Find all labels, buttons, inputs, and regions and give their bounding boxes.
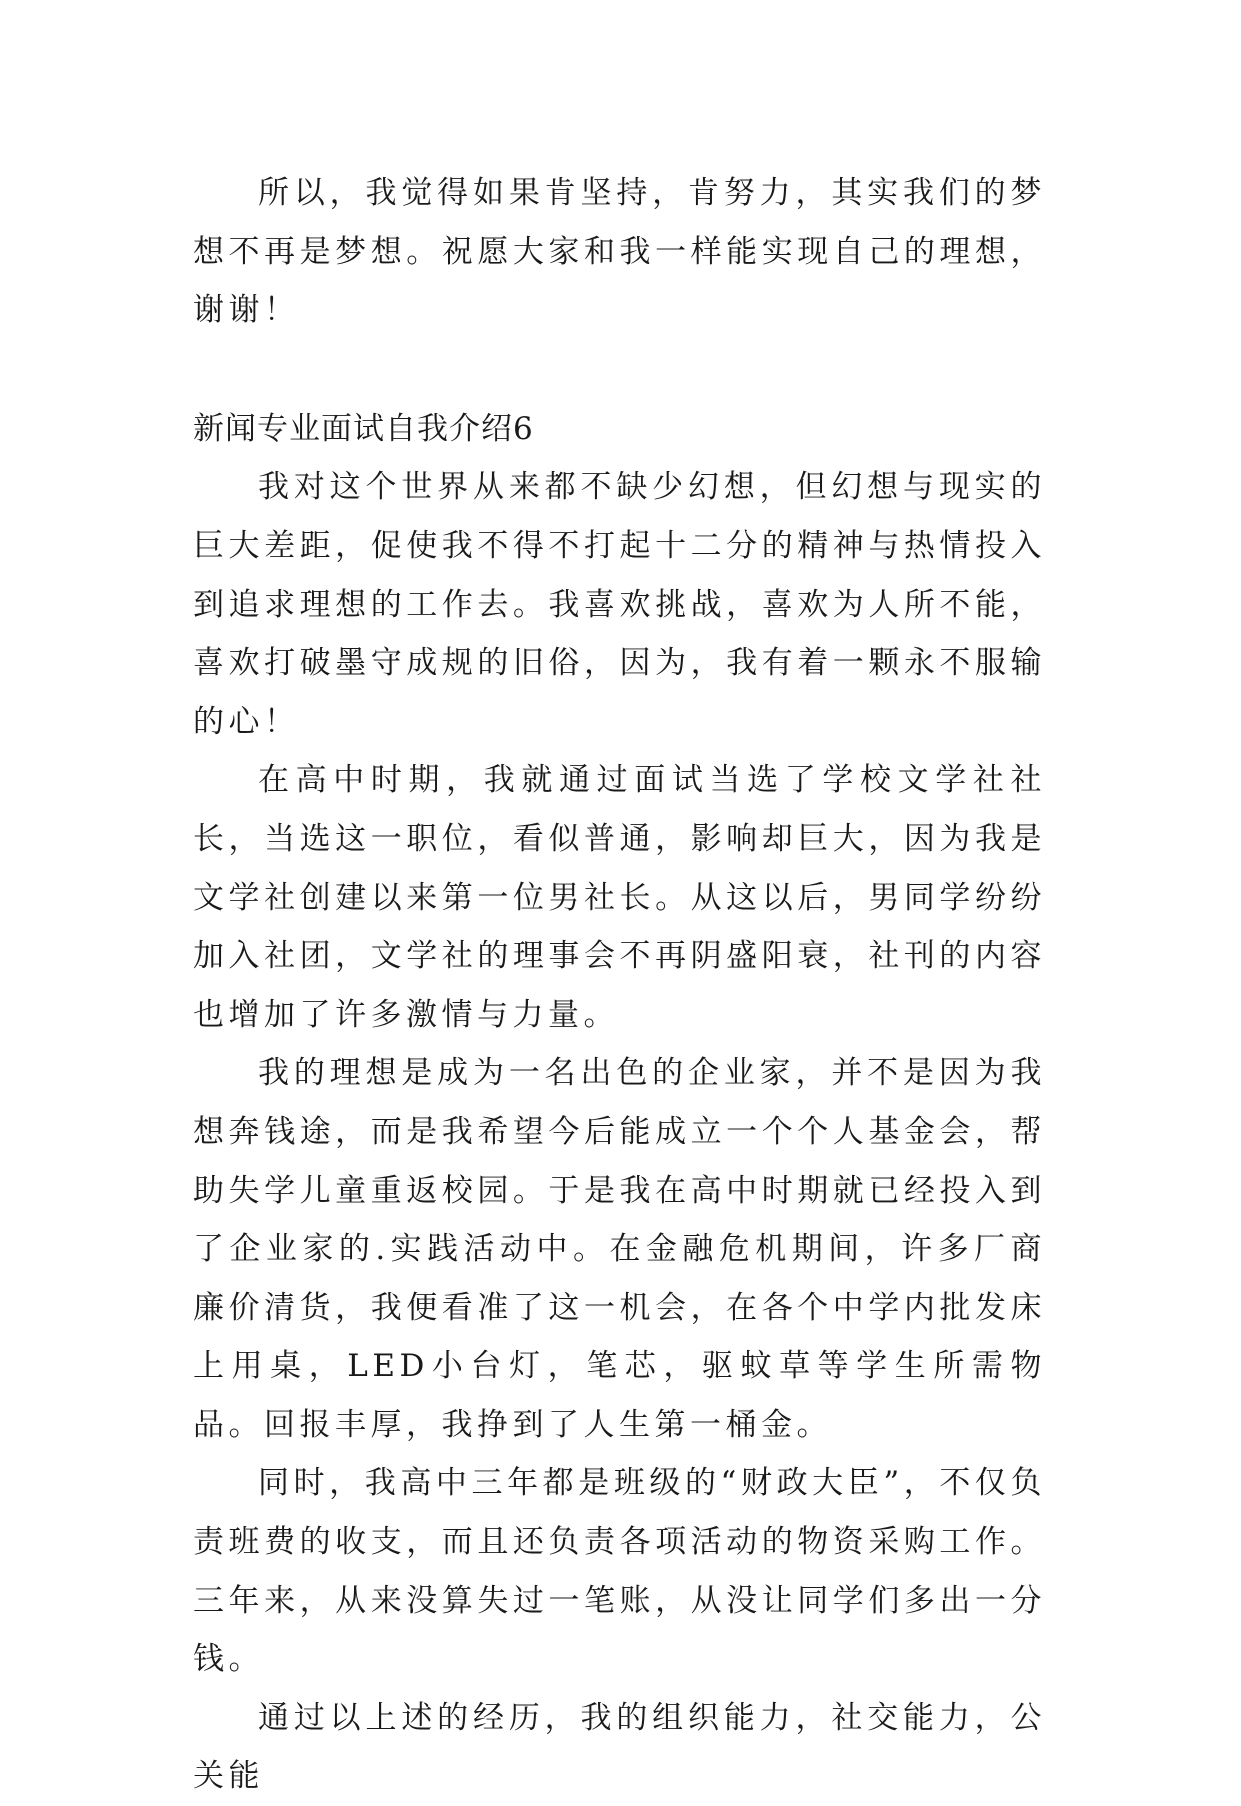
document-body bbox=[193, 164, 1046, 1806]
body-paragraph: 同时，我高中三年都是班级的“财政大臣”，不仅负责班费的收支，而且还负责各项活动的物资采购工作。三年来，从来没算失过一笔账，从没让同学们多出一分钱。 bbox=[193, 1465, 1046, 1678]
body-paragraph: 我的理想是成为一名出色的企业家，并不是因为我想奔钱途，而是我希望今后能成立一个个人基金会，帮助失学儿童重返校园。于是我在高中时期就已经投入到了企业家的.实践活动中。在金融危机期间，许多厂商廉价清货，我便看准了这一机会，在各个中学内批发床上用桌，LED小台灯，笔芯，驱蚊草等学生所需物品。回报丰厚，我挣到了人生第一桶金。 bbox=[193, 1055, 1046, 1443]
section-spacer bbox=[193, 340, 1046, 400]
body-paragraph: 我对这个世界从来都不缺少幻想，但幻想与现实的巨大差距，促使我不得不打起十二分的精神与热情投入到追求理想的工作去。我喜欢挑战，喜欢为人所不能，喜欢打破墨守成规的旧俗，因为，我有着一颗永不服输的心！ bbox=[193, 469, 1046, 740]
body-paragraph: 在高中时期，我就通过面试当选了学校文学社社长，当选这一职位，看似普通，影响却巨大，因为我是文学社创建以来第一位男社长。从这以后，男同学纷纷加入社团，文学社的理事会不再阴盛阳衰，社刊的内容也增加了许多激情与力量。 bbox=[193, 762, 1046, 1033]
closing-paragraph: 所以，我觉得如果肯坚持，肯努力，其实我们的梦想不再是梦想。祝愿大家和我一样能实现自己的理想，谢谢！ bbox=[193, 175, 1046, 329]
body-paragraph: 通过以上述的经历，我的组织能力，社交能力，公关能 bbox=[193, 1699, 1046, 1795]
section-heading: 新闻专业面试自我介绍6 bbox=[193, 410, 534, 447]
